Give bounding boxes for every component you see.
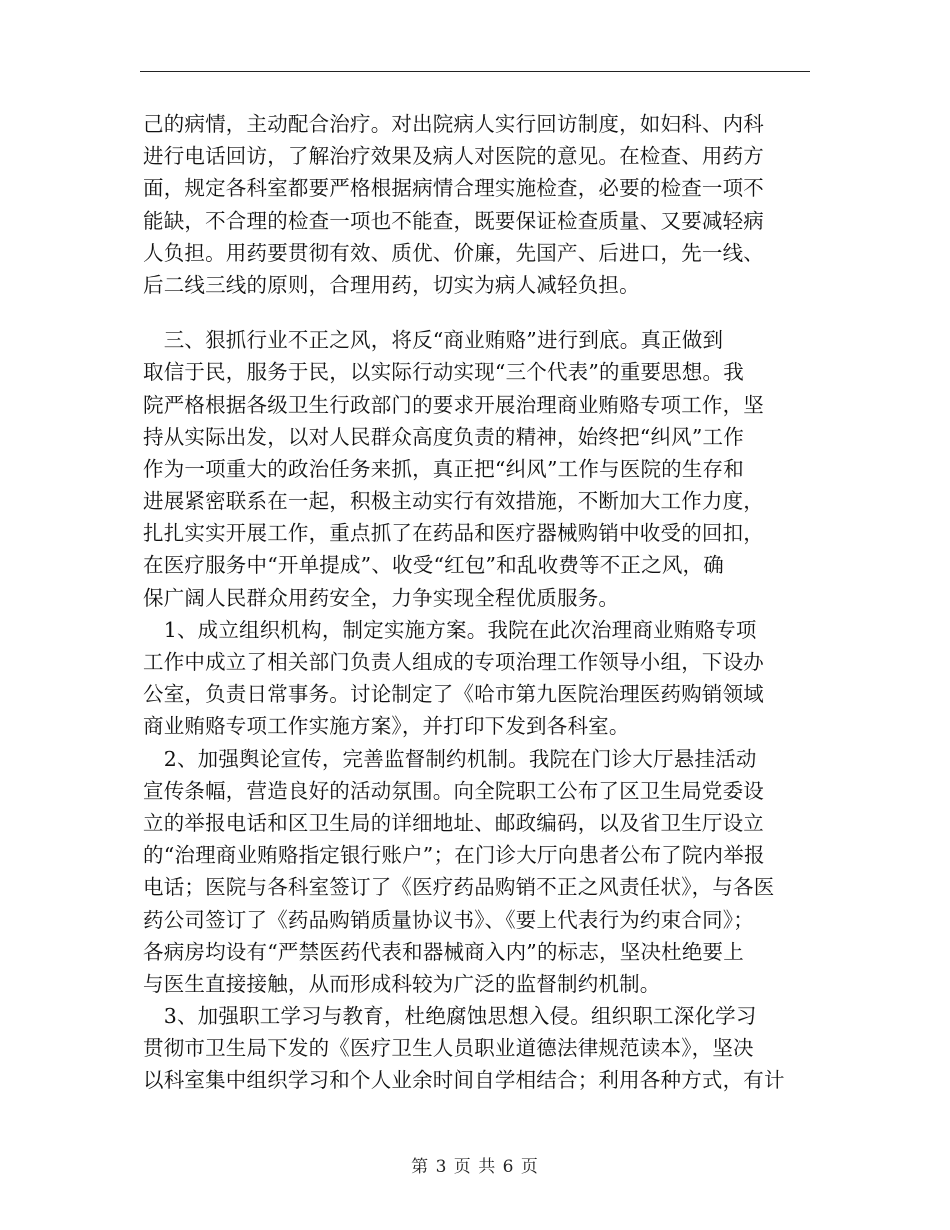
text-line: 电话；医院与各科室签订了《医疗药品购销不正之风责任状》，与各医 <box>143 875 775 900</box>
text-line: 各病房均设有“严禁医药代表和器械商入内”的标志，坚决杜绝要上 <box>143 939 744 964</box>
paragraph-continuation <box>143 108 803 301</box>
text-line: 立的举报电话和区卫生局的详细地址、邮政编码，以及省卫生厅设立 <box>143 810 764 835</box>
text-line: 的“治理商业贿赂指定银行账户”；在门诊大厅向患者公布了院内举报 <box>143 843 765 868</box>
text-line: 药公司签订了《药品购销质量协议书》、《要上代表行为约束合同》； <box>143 907 754 932</box>
text-line: 2、加强舆论宣传，完善监督制约机制。我院在门诊大厅悬挂活动 <box>143 746 757 771</box>
header-rule <box>140 71 810 72</box>
text-line: 公室，负责日常事务。讨论制定了《哈市第九医院治理医药购销领域 <box>143 682 764 707</box>
text-line: 与医生直接接触，从而形成科较为广泛的监督制约机制。 <box>143 971 661 996</box>
text-line: 商业贿赂专项工作实施方案》，并打印下发到各科室。 <box>143 714 630 739</box>
text-line: 人负担。用药要贯彻有效、质优、价廉，先国产、后进口，先一线、 <box>143 240 764 265</box>
text-line: 后二线三线的原则，合理用药，切实为病人减轻负担。 <box>143 272 640 297</box>
text-line: 保广阔人民群众用药安全，力争实现全程优质服务。 <box>143 585 620 610</box>
text-line: 己的病情，主动配合治疗。对出院病人实行回访制度，如妇科、内科 <box>143 112 764 136</box>
paragraph-gap <box>143 301 803 324</box>
text-line: 三、狠抓行业不正之风，将反“商业贿赂”进行到底。真正做到 <box>143 328 724 353</box>
paragraph-item-1 <box>143 614 803 743</box>
page-number-footer: 第 3 页 共 6 页 <box>411 1157 539 1177</box>
paragraph-item-3 <box>143 1000 803 1097</box>
text-line: 工作中成立了相关部门负责人组成的专项治理工作领导小组，下设办 <box>143 650 764 674</box>
text-line: 在医疗服务中“开单提成”、收受“红包”和乱收费等不正之风，确 <box>143 553 724 578</box>
text-line: 3、加强职工学习与教育，杜绝腐蚀思想入侵。组织职工深化学习 <box>143 1004 757 1029</box>
text-line: 宣传条幅，营造良好的活动氛围。向全院职工公布了区卫生局党委设 <box>143 778 764 803</box>
text-line: 院严格根据各级卫生行政部门的要求开展治理商业贿赂专项工作，坚 <box>143 392 764 417</box>
text-line: 进行电话回访，了解治疗效果及病人对医院的意见。在检查、用药方 <box>143 144 764 169</box>
text-line: 作为一项重大的政治任务来抓，真正把“纠风”工作与医院的生存和 <box>143 456 744 481</box>
text-line: 取信于民，服务于民，以实际行动实现“三个代表”的重要思想。我 <box>143 360 744 385</box>
text-line: 扎扎实实开展工作，重点抓了在药品和医疗器械购销中收受的回扣， <box>143 521 764 546</box>
text-line: 持从实际出发，以对人民群众高度负责的精神，始终把“纠风”工作 <box>143 424 744 449</box>
text-line: 1、成立组织机构，制定实施方案。我院在此次治理商业贿赂专项 <box>143 617 757 642</box>
text-line: 能缺，不合理的检查一项也不能查，既要保证检查质量、又要减轻病 <box>143 208 764 233</box>
text-line: 以科室集中组织学习和个人业余时间自学相结合；利用各种方式，有计 <box>143 1068 785 1093</box>
text-line: 进展紧密联系在一起，积极主动实行有效措施，不断加大工作力度， <box>143 489 764 514</box>
body-text <box>143 108 803 1097</box>
text-line: 面，规定各科室都要严格根据病情合理实施检查，必要的检查一项不 <box>143 176 764 201</box>
text-line: 贯彻市卫生局下发的《医疗卫生人员职业道德法律规范读本》，坚决 <box>143 1036 754 1061</box>
paragraph-item-2 <box>143 743 803 1001</box>
paragraph-section-three <box>143 324 803 614</box>
